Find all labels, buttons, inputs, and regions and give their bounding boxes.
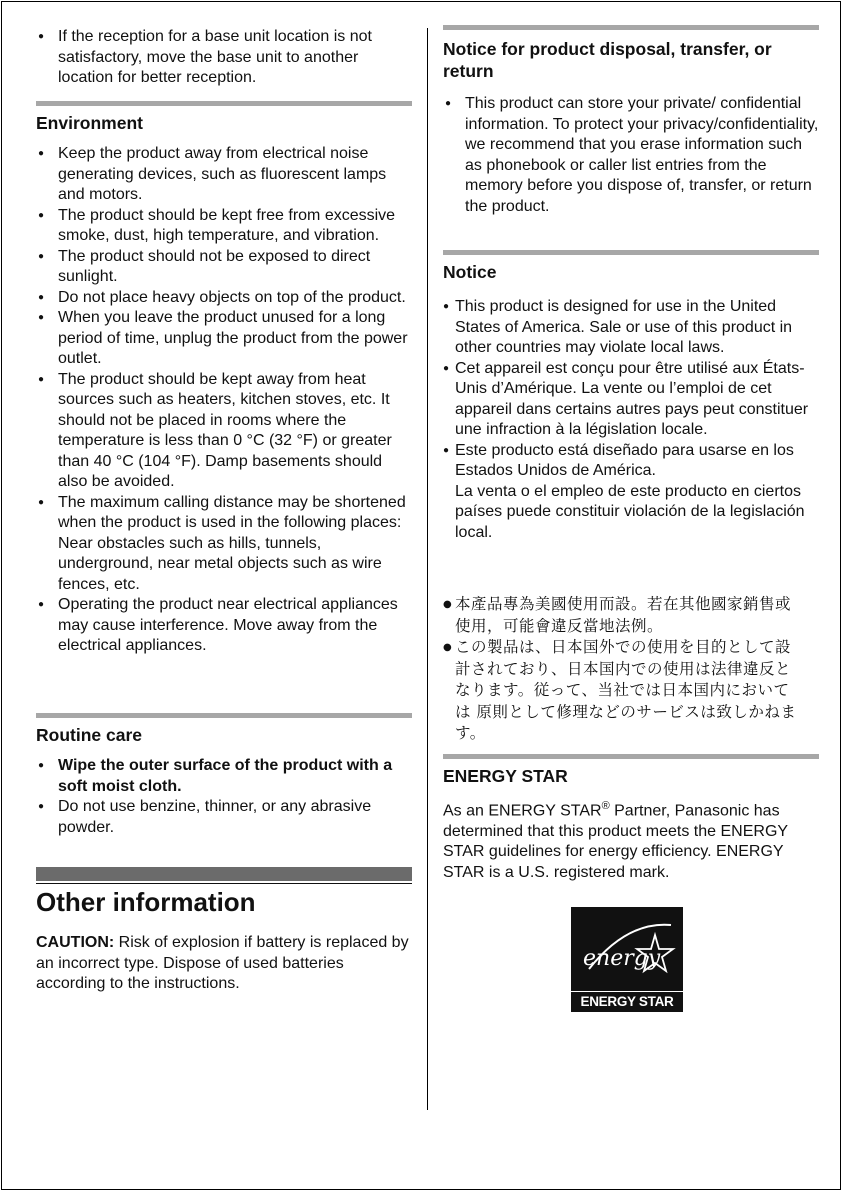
caution-text: Risk of explosion if battery is replaced by an incorrect type. Dispose of used batteries according to the instructions. — [36, 934, 409, 992]
list-item: ● The product should not be exposed to direct sunlight. — [36, 247, 412, 288]
section-bar — [443, 25, 819, 30]
energy-logo-script: energy — [583, 946, 661, 971]
energy-star-text-a: As an ENERGY STAR — [443, 802, 602, 820]
caution-paragraph — [36, 933, 412, 995]
list-item: ● This product can store your private/ confidential information. To protect your privacy/confidentiality, we recommend that you erase information such as phonebook or caller list entries from the memory before you dispose of, transfer, or return the product. — [443, 94, 819, 217]
section-bar — [443, 250, 819, 255]
routine-care-list — [36, 756, 412, 838]
notice-list — [443, 297, 817, 543]
other-information-title: Other information — [36, 883, 412, 918]
environment-title: Environment — [36, 113, 143, 133]
energy-star-paragraph — [443, 796, 819, 883]
list-item: ● The maximum calling distance may be shortened when the product is used in the following places: Near obstacles such as hills, tunnels, underground, near metal objects such as wire fences, etc. — [36, 493, 412, 596]
list-item: ● Do not place heavy objects on top of the product. — [36, 288, 412, 309]
list-item: ● Do not use benzine, thinner, or any abrasive powder. — [36, 797, 412, 838]
list-item: ● Keep the product away from electrical noise generating devices, such as fluorescent lamps and motors. — [36, 144, 412, 206]
list-item: ● The product should be kept away from heat sources such as heaters, kitchen stoves, etc. It should not be placed in rooms where the temperature is less than 0 °C (32 °F) or greater than 40 °C (104 °F). Damp basements should also be avoided. — [36, 370, 412, 493]
section-bar — [443, 754, 819, 759]
section-bar — [36, 101, 412, 106]
list-item: ● 本產品專為美國使用而設。若在其他國家銷售或使用，可能會違反當地法例。 — [443, 594, 805, 637]
energy-star-title: ENERGY STAR — [443, 766, 568, 786]
list-item: ● This product is designed for use in the United States of America. Sale or use of this product in other countries may violate local laws. — [443, 297, 817, 359]
list-item: ● この製品は、日本国外での使用を目的として設計されており、日本国内での使用は法律違反となります。従って、当社では日本国内においては 原則として修理などのサービスは致しかねます。 — [443, 637, 805, 745]
notice-title: Notice — [443, 262, 497, 282]
section-bar — [36, 713, 412, 718]
reception-list — [36, 27, 412, 89]
disposal-list — [443, 94, 819, 217]
caution-label: CAUTION: — [36, 934, 115, 951]
column-divider — [427, 28, 428, 1110]
energy-star-logo — [571, 907, 683, 1012]
routine-care-title: Routine care — [36, 725, 142, 745]
list-item: ● If the reception for a base unit location is not satisfactory, move the base unit to another location for better reception. — [36, 27, 412, 89]
energy-star-text-b: Partner, Panasonic has determined that this product meets the ENERGY STAR guidelines for energy efficiency. ENERGY STAR is a U.S. registered mark. — [443, 802, 788, 881]
list-item: ● The product should be kept free from excessive smoke, dust, high temperature, and vibration. — [36, 206, 412, 247]
disposal-title: Notice for product disposal, transfer, or return — [443, 39, 772, 81]
list-item: ● Cet appareil est conçu pour être utilisé aux États-Unis d’Amérique. La vente ou l’emploi de cet appareil dans certains autres pays peut constituer une infraction à la législation locale. — [443, 359, 817, 441]
registered-mark: ® — [601, 800, 610, 812]
notice-cjk-list — [443, 594, 805, 745]
list-item: ● Wipe the outer surface of the product with a soft moist cloth. — [36, 756, 412, 797]
list-item: ● Este producto está diseñado para usarse en los Estados Unidos de América. — [443, 441, 817, 482]
list-item: ● Operating the product near electrical appliances may cause interference. Move away from the electrical appliances. — [36, 595, 412, 657]
list-item-continuation: La venta o el empleo de este producto en ciertos países puede constituir violación de la legislación local. — [455, 482, 805, 541]
energy-star-logo-label: ENERGY STAR — [571, 991, 683, 1009]
environment-list — [36, 144, 412, 657]
energy-star-icon — [571, 907, 683, 991]
chapter-bar — [36, 867, 412, 881]
list-item: ● When you leave the product unused for a long period of time, unplug the product from the power outlet. — [36, 308, 412, 370]
energy-star-logo-wrap — [443, 907, 819, 1017]
